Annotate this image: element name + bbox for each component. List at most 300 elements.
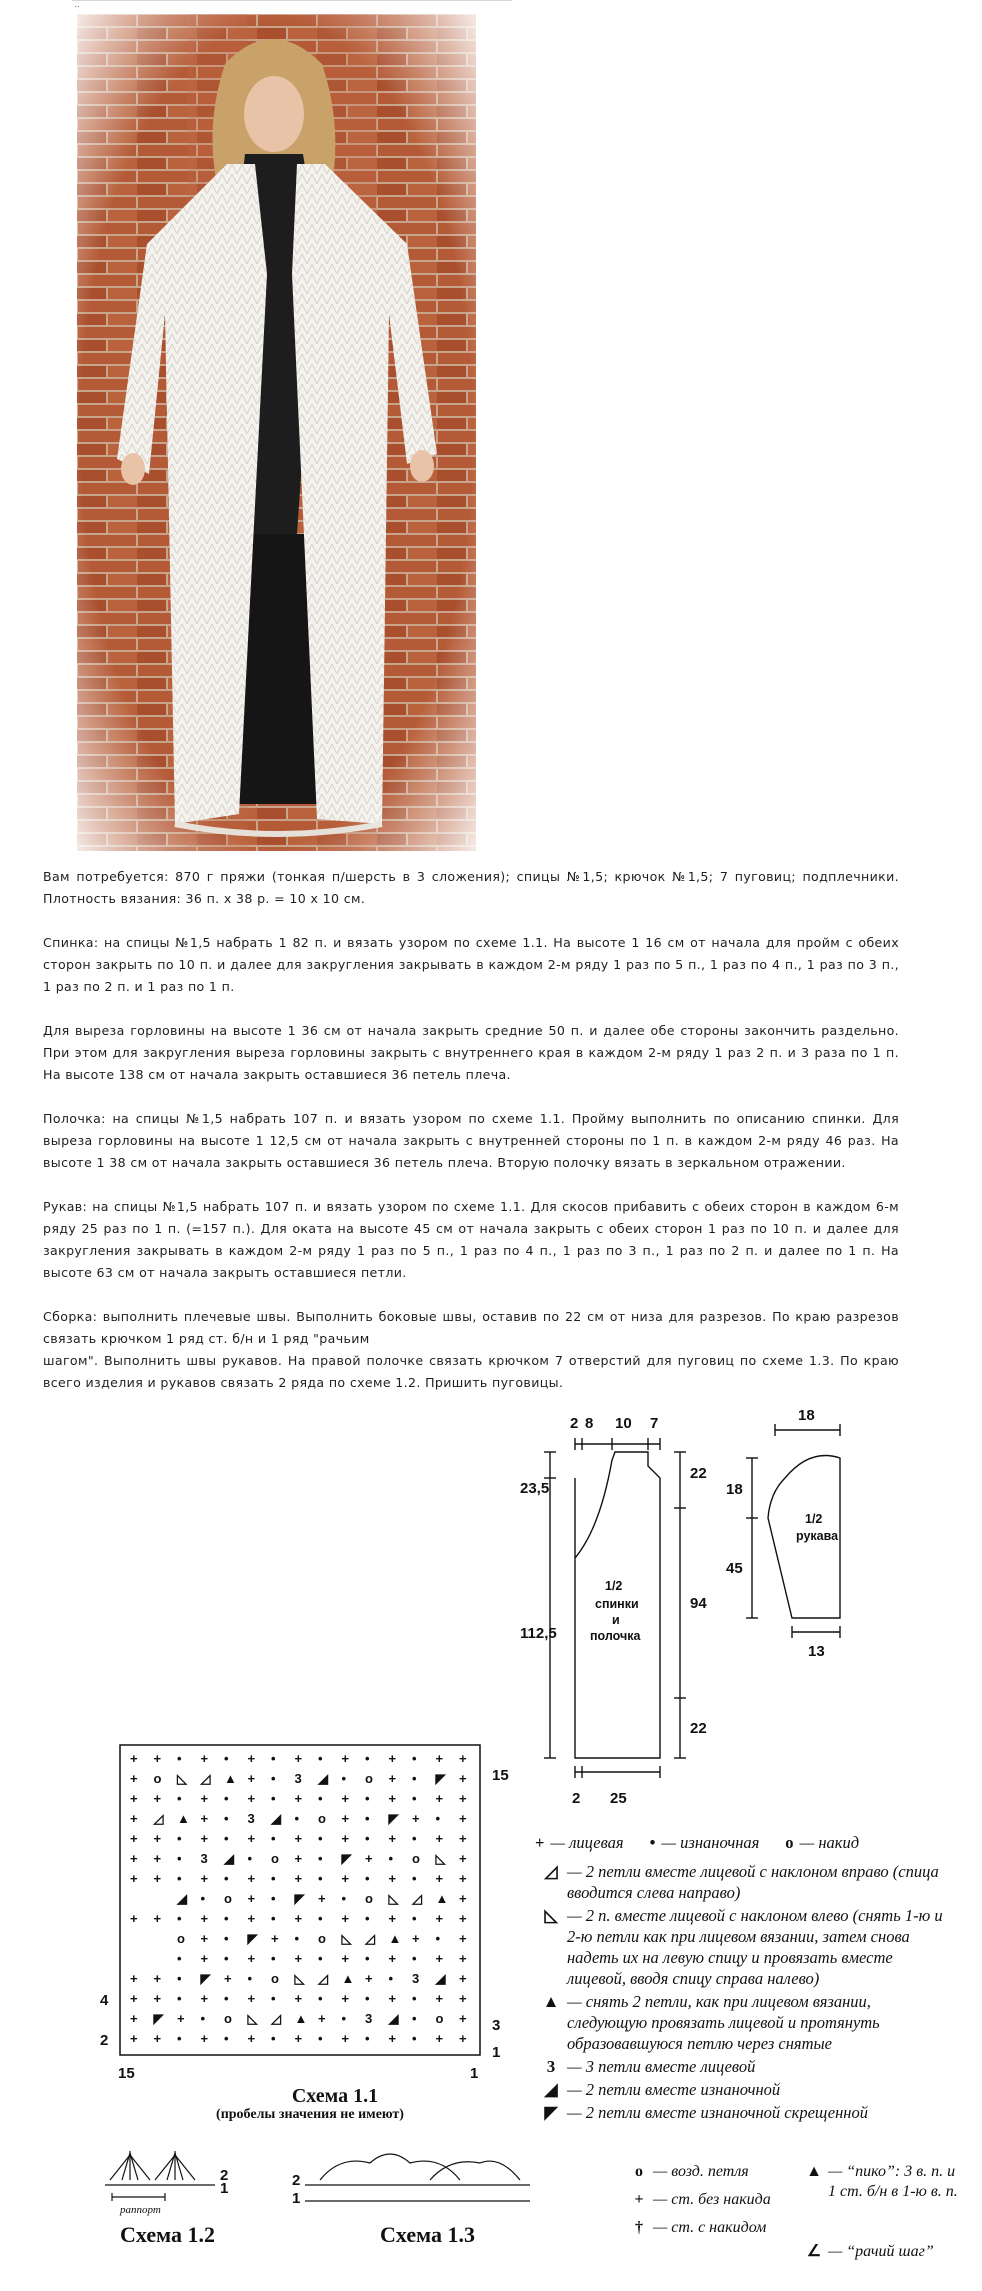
body-label-1: 1/2: [605, 1579, 623, 1593]
chart-stitch-symbol: ◤: [435, 1771, 446, 1786]
chart-stitch-symbol: o: [412, 1851, 420, 1866]
chart-stitch-symbol: •: [388, 1971, 394, 1986]
sleeve-label-2: рукава: [796, 1529, 839, 1543]
chart-stitch-symbol: +: [130, 1971, 138, 1986]
top-divider: [72, 0, 512, 4]
sk2po-icon: ▲: [542, 1992, 560, 2011]
chart-stitch-symbol: •: [412, 1771, 417, 1786]
yo-symbol: o: [785, 1833, 794, 1852]
crochet-schemes: [100, 2135, 620, 2230]
chart-stitch-symbol: •: [224, 1871, 229, 1886]
rapport-label: раппорт: [120, 2204, 161, 2216]
chart-stitch-symbol: 3: [247, 1811, 255, 1826]
p2tog-tbl-icon: ◤: [544, 2103, 558, 2122]
chart-stitch-symbol: +: [341, 1951, 350, 1966]
chart-stitch-symbol: +: [459, 1891, 467, 1906]
chart-stitch-symbol: ▲: [435, 1891, 449, 1906]
legend-knit: — лицевая: [550, 1833, 624, 1852]
chart-subtitle: (пробелы значения не имеют): [216, 2107, 404, 2122]
chart-stitch-symbol: •: [435, 1811, 441, 1826]
chart-stitch-symbol: •: [341, 1771, 347, 1786]
legend-row-p2tog: [535, 2079, 955, 2100]
col-label-1: 1: [470, 2065, 479, 2082]
chart-stitch-symbol: +: [130, 1911, 138, 1926]
chart-stitch-symbol: •: [271, 1911, 276, 1926]
chart-stitch-symbol: •: [318, 1911, 323, 1926]
chart-stitch-symbol: o: [318, 1811, 326, 1826]
legend-k2tog-text: — 2 петли вместе лицевой с наклоном вправо (спица вводится слева направо): [567, 1862, 939, 1902]
chart-stitch-symbol: +: [130, 1791, 138, 1806]
chart-stitch-symbol: +: [294, 1911, 303, 1926]
chart-stitch-symbol: •: [388, 1851, 394, 1866]
chart-stitch-symbol: +: [200, 2031, 209, 2046]
chart-stitch-symbol: +: [130, 1851, 138, 1866]
legend2-dc-text: — ст. с накидом: [653, 2219, 767, 2236]
chart-stitch-symbol: +: [459, 1791, 467, 1806]
chart-stitch-symbol: ◿: [153, 1811, 164, 1826]
dc-icon: †: [635, 2219, 643, 2236]
chart-stitch-symbol: +: [459, 1751, 467, 1766]
chart-stitch-symbol: ◢: [271, 1811, 281, 1826]
body-label-2: спинки: [595, 1597, 639, 1611]
chart-stitch-symbol: •: [271, 1871, 276, 1886]
chart-stitch-symbol: •: [294, 1931, 300, 1946]
chart-stitch-symbol: +: [200, 1931, 209, 1946]
chart-stitch-symbol: +: [247, 1771, 256, 1786]
chart-stitch-symbol: •: [177, 1971, 182, 1986]
chart-stitch-symbol: ▲: [177, 1811, 190, 1826]
dim-left-112-5: 112,5: [520, 1625, 557, 1642]
chart-stitch-symbol: •: [224, 1991, 229, 2006]
chart-stitch-symbol: +: [247, 1831, 256, 1846]
chart-stitch-symbol: •: [365, 1811, 370, 1826]
chart-stitch-symbol: o: [435, 2011, 444, 2026]
chart-stitch-symbol: +: [341, 1871, 350, 1886]
chart-stitch-symbol: +: [153, 2031, 162, 2046]
assembly-paragraph: [43, 1306, 899, 1394]
chart-stitch-symbol: +: [459, 1811, 467, 1826]
chart-stitch-symbol: •: [412, 1831, 417, 1846]
chart-stitch-symbol: •: [412, 1991, 417, 2006]
chart-stitch-symbol: +: [153, 1911, 162, 1926]
dim-top-7: 7: [650, 1415, 659, 1432]
chart-stitch-symbol: +: [435, 1791, 444, 1806]
chart-stitch-symbol: •: [224, 1931, 229, 1946]
sleeve-label-1: 1/2: [805, 1512, 823, 1526]
chart-stitch-symbol: •: [412, 1951, 417, 1966]
chart-stitch-symbol: +: [130, 1831, 138, 1846]
chart-stitch-symbol: •: [271, 1751, 276, 1766]
chart-stitch-symbol: •: [177, 1791, 182, 1806]
chart-stitch-symbol: o: [224, 2011, 232, 2026]
chart-stitch-symbol: •: [365, 1911, 370, 1926]
chart-stitch-symbol: •: [177, 1871, 182, 1886]
dim-bottom-25: 25: [610, 1790, 627, 1807]
chart-stitch-symbol: •: [224, 2031, 229, 2046]
chart-stitch-symbol: +: [177, 2011, 185, 2026]
chart-stitch-symbol: ◺: [247, 2011, 258, 2026]
chart-stitch-symbol: ◢: [435, 1971, 446, 1986]
pattern-schematic: [520, 1408, 980, 1818]
chart-stitch-symbol: +: [318, 2011, 326, 2026]
k3tog-icon: 3: [546, 2057, 556, 2076]
chart-stitch-symbol: ◤: [341, 1851, 352, 1866]
chart-stitch-symbol: +: [130, 1751, 138, 1766]
chart-stitch-symbol: •: [318, 1851, 323, 1866]
chart-stitch-symbol: +: [130, 2011, 138, 2026]
chart-stitch-symbol: +: [247, 1871, 256, 1886]
row-label-3: 3: [492, 2017, 501, 2034]
chart-stitch-symbol: o: [271, 1851, 279, 1866]
chart-stitch-symbol: +: [341, 1831, 350, 1846]
chart-stitch-symbol: •: [177, 1951, 182, 1966]
chart-stitch-symbol: +: [271, 1931, 279, 1946]
coat-photo: [77, 14, 476, 851]
chart-stitch-symbol: •: [247, 1851, 253, 1866]
s13-row-2: 2: [292, 2172, 301, 2189]
chart-stitch-symbol: +: [459, 1931, 467, 1946]
chart-stitch-symbol: •: [365, 1991, 370, 2006]
chart-title: Схема 1.1: [291, 2085, 379, 2107]
body-label-3: и: [612, 1613, 620, 1627]
chart-stitch-symbol: o: [271, 1971, 279, 1986]
s13-row-1: 1: [292, 2190, 301, 2207]
chart-stitch-symbol: +: [388, 1911, 397, 1926]
row-label-2: 2: [100, 2032, 109, 2049]
chart-stitch-symbol: +: [435, 2031, 444, 2046]
chart-stitch-symbol: +: [200, 1751, 209, 1766]
chart-stitch-symbol: +: [153, 1991, 162, 2006]
chart-stitch-symbol: +: [247, 1751, 256, 1766]
chart-stitch-symbol: •: [318, 1751, 323, 1766]
chart-stitch-symbol: +: [341, 1751, 350, 1766]
chart-stitch-symbol: +: [388, 1951, 397, 1966]
sleeve-paragraph: Рукав: на спицы №1,5 набрать 107 п. и вязать узором по схеме 1.1. Для скосов прибавить с обеих сторон в каждом 6-м ряду 25 раз по 1 п. (=157 п.). Для оката на высоте 45 см от начала закрыть с обеих сторон 1 раз по 10 п. и далее для закругления закрывать в каждом 2-м ряду 1 раз по 5 п., 1 раз по 4 п., 1 раз по 3 п., 1 раз по 2 п. и далее по 1 п. На высоте 63 см от начала закрыть оставшиеся петли.: [43, 1199, 899, 1280]
chart-stitch-symbol: ◢: [224, 1851, 234, 1866]
chart-stitch-symbol: •: [271, 1771, 276, 1786]
chart-stitch-symbol: •: [224, 1831, 229, 1846]
chart-stitch-symbol: •: [177, 1991, 182, 2006]
chart-stitch-symbol: •: [224, 1751, 229, 1766]
legend2-crab: [800, 2242, 934, 2262]
chart-stitch-symbol: +: [294, 1991, 303, 2006]
chart-stitch-symbol: •: [271, 2031, 276, 2046]
chart-stitch-symbol: +: [435, 1951, 444, 1966]
neckline-paragraph: Для выреза горловины на высоте 1 36 см от начала закрыть средние 50 п. и далее обе стороны закончить раздельно. При этом для закругления выреза горловины закрыть с внутреннего края в каждом 2-м ряду 1 раз 2 п. и 3 раза по 1 п. На высоте 138 см от начала закрыть оставшиеся 36 петель плеча.: [43, 1023, 899, 1082]
chart-stitch-symbol: +: [200, 1831, 209, 1846]
chart-stitch-symbol: 3: [365, 2011, 373, 2026]
chart-stitch-symbol: •: [271, 1791, 276, 1806]
chart-stitch-symbol: +: [294, 1831, 303, 1846]
chart-stitch-symbol: •: [224, 1811, 229, 1826]
chart-stitch-symbol: +: [412, 1931, 420, 1946]
chart-stitch-symbol: ◢: [177, 1891, 187, 1906]
chart-stitch-symbol: 3: [294, 1771, 302, 1786]
chart-stitch-symbol: ◺: [341, 1931, 352, 1946]
chart-stitch-symbol: +: [247, 1951, 256, 1966]
chart-stitch-symbol: +: [130, 1771, 138, 1786]
chart-stitch-symbol: +: [130, 2031, 138, 2046]
chart-stitch-symbol: •: [412, 1871, 417, 1886]
sleeve-dim-left-2: 45: [726, 1560, 743, 1577]
chart-stitch-symbol: ◿: [318, 1971, 328, 1986]
row-label-4: 4: [100, 1992, 109, 2009]
dim-left-23-5: 23,5: [520, 1480, 550, 1497]
chart-stitch-symbol: •: [177, 2031, 182, 2046]
chart-stitch-symbol: +: [435, 1831, 444, 1846]
chart-stitch-symbol: +: [200, 1991, 209, 2006]
legend-purl: — изнаночная: [661, 1833, 760, 1852]
chart-stitch-symbol: +: [341, 1911, 350, 1926]
chart-stitch-symbol: +: [341, 2031, 350, 2046]
chart-stitch-symbol: +: [459, 1851, 467, 1866]
chart-stitch-symbol: +: [459, 1911, 467, 1926]
chart-stitch-symbol: •: [412, 2011, 417, 2026]
chart-stitch-symbol: ◺: [294, 1971, 305, 1986]
chart-stitch-symbol: ◤: [200, 1971, 211, 1986]
chart-stitch-symbol: •: [341, 2011, 347, 2026]
chart-stitch-symbol: 3: [412, 1971, 420, 1986]
chart-stitch-symbol: +: [200, 1811, 209, 1826]
dim-top-8: 8: [585, 1415, 594, 1432]
chart-stitch-symbol: +: [388, 1771, 397, 1786]
chart-stitch-symbol: •: [412, 1751, 417, 1766]
dim-top-2: 2: [570, 1415, 579, 1432]
chart-stitch-symbol: +: [459, 1771, 467, 1786]
chart-stitch-symbol: +: [153, 1851, 162, 1866]
legend2-crab-text: — “рачий шаг”: [828, 2243, 934, 2260]
chart-stitch-symbol: ◿: [412, 1891, 422, 1906]
chain-icon: o: [635, 2163, 643, 2180]
chart-stitch-symbol: •: [435, 1931, 441, 1946]
p2tog-icon: ◢: [544, 2080, 558, 2099]
chart-stitch-symbol: •: [318, 1831, 323, 1846]
legend-basic-row: [535, 1832, 955, 1853]
chart-stitch-symbol: +: [294, 1751, 303, 1766]
assembly-text-a: Сборка: выполнить плечевые швы. Выполнить боковые швы, оставив по 22 см от низа для разрезов. По краю разрезов связать крючком 1 ряд ст. б/н и 1 ряд "рачьим: [43, 1309, 899, 1346]
materials-paragraph: Вам потребуется: 870 г пряжи (тонкая п/шерсть в 3 сложения); спицы №1,5; крючок №1,5; 7 пуговиц; подплечники. Плотность вязания: 36 п. х 38 р. = 10 х 10 см.: [43, 869, 899, 906]
chart-stitch-symbol: +: [200, 1791, 209, 1806]
chart-stitch-symbol: ◿: [200, 1771, 211, 1786]
legend-row-ssk: [535, 1905, 955, 1989]
chart-stitch-symbol: ▲: [294, 2011, 308, 2026]
chart-stitch-symbol: ▲: [388, 1931, 402, 1946]
chart-stitch-symbol: +: [153, 1751, 162, 1766]
chart-stitch-symbol: ▲: [224, 1771, 237, 1786]
chart-stitch-symbol: •: [224, 1911, 229, 1926]
chart-stitch-symbol: +: [388, 2031, 397, 2046]
legend-k3tog-text: — 3 петли вместе лицевой: [567, 2057, 756, 2076]
stitch-legend: [535, 1832, 955, 2125]
chart-stitch-symbol: +: [200, 1911, 209, 1926]
sleeve-dim-top: 18: [798, 1408, 815, 1424]
chart-stitch-symbol: +: [435, 1751, 444, 1766]
chart-stitch-symbol: +: [435, 1991, 444, 2006]
chart-stitch-symbol: •: [294, 1811, 300, 1826]
chart-stitch-symbol: •: [247, 1971, 253, 1986]
legend-p2tog-tbl-text: — 2 петли вместе изнаночной скрещенной: [567, 2103, 868, 2122]
chart-stitch-symbol: +: [341, 1811, 350, 1826]
chart-stitch-symbol: •: [271, 1951, 276, 1966]
legend2-picot: [800, 2162, 960, 2202]
chart-stitch-symbol: •: [177, 1751, 182, 1766]
chart-stitch-symbol: •: [318, 1991, 323, 2006]
legend2-picot-text: — “пико”: 3 в. п. и 1 ст. б/н в 1-ю в. п.: [828, 2163, 958, 2200]
chart-stitch-symbol: +: [435, 1871, 444, 1886]
chart-stitch-symbol: +: [459, 1951, 467, 1966]
chart-stitch-symbol: +: [153, 1971, 162, 1986]
chart-stitch-symbol: +: [412, 1811, 420, 1826]
chart-stitch-symbol: +: [247, 1911, 256, 1926]
scheme-13-label: Схема 1.3: [380, 2222, 475, 2247]
chart-stitch-symbol: •: [318, 1951, 323, 1966]
dim-right-22b: 22: [690, 1720, 707, 1737]
chart-stitch-symbol: +: [388, 1831, 397, 1846]
chart-stitch-symbol: +: [294, 1791, 303, 1806]
chart-stitch-symbol: ◺: [388, 1891, 399, 1906]
scheme-12-label: Схема 1.2: [120, 2222, 215, 2247]
legend-row-k3tog: [535, 2056, 955, 2077]
ssk-left-icon: ◺: [544, 1906, 558, 1925]
chart-stitch-symbol: +: [459, 1991, 467, 2006]
assembly-text-b: шагом". Выполнить швы рукавов. На правой полочке связать крючком 7 отверстий для пуговиц по схеме 1.3. По краю всего изделия и рукавов связать 2 ряда по схеме 1.2. Пришить пуговицы.: [43, 1353, 899, 1390]
chart-stitch-symbol: ◺: [177, 1771, 187, 1786]
chart-stitch-symbol: •: [365, 1871, 370, 1886]
purl-symbol: •: [649, 1833, 656, 1852]
legend2-sc: [625, 2190, 771, 2210]
chart-stitch-symbol: •: [271, 1991, 276, 2006]
chart-stitch-symbol: +: [459, 2031, 467, 2046]
chart-stitch-symbol: •: [271, 1831, 276, 1846]
legend2-ch-text: — возд. петля: [653, 2163, 749, 2180]
legend-row-k2tog: [535, 1861, 955, 1903]
chart-stitch-symbol: +: [153, 1871, 162, 1886]
dim-right-22a: 22: [690, 1465, 707, 1482]
chart-stitch-symbol: •: [177, 1831, 182, 1846]
sleeve-dim-bottom: 13: [808, 1643, 825, 1660]
chart-stitch-symbol: ◢: [318, 1771, 328, 1786]
body-label-4: полочка: [590, 1629, 641, 1643]
chart-stitch-symbol: •: [271, 1891, 276, 1906]
chart-stitch-symbol: o: [365, 1891, 373, 1906]
crab-step-icon: ∠: [806, 2243, 822, 2260]
col-label-15: 15: [118, 2065, 135, 2082]
chart-stitch-symbol: +: [435, 1911, 444, 1926]
chart-stitch-symbol: +: [294, 2031, 303, 2046]
chart-stitch-symbol: •: [200, 1891, 206, 1906]
chart-stitch-symbol: •: [318, 1791, 323, 1806]
legend2-dc: [625, 2218, 766, 2238]
chart-stitch-symbol: •: [365, 1751, 370, 1766]
top-mark: ..: [74, 0, 80, 10]
chart-stitch-symbol: +: [365, 1971, 373, 1986]
chart-stitch-symbol: +: [247, 2031, 256, 2046]
chart-stitch-symbol: +: [153, 1791, 162, 1806]
chart-stitch-symbol: ◤: [388, 1811, 399, 1826]
legend-row-sk2po: [535, 1991, 955, 2054]
chart-stitch-symbol: 3: [200, 1851, 208, 1866]
legend-p2tog-text: — 2 петли вместе изнаночной: [567, 2080, 781, 2099]
chart-stitch-symbol: ◤: [294, 1891, 305, 1906]
chart-stitch-symbol: +: [294, 1871, 303, 1886]
s12-row-2: 2: [220, 2167, 229, 2184]
chart-stitch-symbol: •: [177, 1911, 182, 1926]
chart-stitch-symbol: ◤: [247, 1931, 258, 1946]
chart-stitch-symbol: +: [200, 1951, 209, 1966]
row-label-1: 1: [492, 2044, 501, 2061]
chart-stitch-symbol: +: [153, 1831, 162, 1846]
chart-stitch-symbol: +: [388, 1751, 397, 1766]
s12-row-1: 1: [220, 2180, 229, 2197]
back-paragraph: Спинка: на спицы №1,5 набрать 1 82 п. и вязать узором по схеме 1.1. На высоте 1 16 см от начала для пройм с обеих сторон закрыть по 10 п. и далее для закругления закрывать в каждом 2-м ряду 1 раз по 5 п., 1 раз по 4 п., 1 раз по 3 п., 1 раз по 2 п. и 1 раз по 1 п.: [43, 935, 899, 994]
chart-stitch-symbol: •: [365, 1791, 370, 1806]
chart-stitch-symbol: +: [247, 1791, 256, 1806]
picot-icon: ▲: [806, 2163, 822, 2180]
row-label-15: 15: [492, 1767, 509, 1784]
chart-stitch-symbol: +: [130, 1811, 138, 1826]
chart-stitch-symbol: •: [177, 1851, 182, 1866]
chart-stitch-symbol: +: [459, 1971, 467, 1986]
chart-stitch-symbol: ◢: [388, 2011, 399, 2026]
legend-yo: — накид: [799, 1833, 860, 1852]
legend2-ch: [625, 2162, 749, 2182]
chart-stitch-symbol: •: [412, 1911, 417, 1926]
chart-stitch-symbol: +: [130, 1991, 138, 2006]
dim-right-94: 94: [690, 1595, 707, 1612]
chart-stitch-symbol: +: [388, 1791, 397, 1806]
sc-icon: +: [634, 2191, 644, 2208]
chart-stitch-symbol: +: [247, 1991, 256, 2006]
chart-stitch-symbol: +: [459, 2011, 467, 2026]
chart-stitch-symbol: •: [365, 1951, 370, 1966]
chart-stitch-symbol: +: [388, 1871, 397, 1886]
chart-stitch-symbol: •: [224, 1791, 229, 1806]
knit-symbol: +: [535, 1833, 545, 1852]
chart-stitch-symbol: +: [200, 1871, 209, 1886]
chart-stitch-symbol: •: [318, 1871, 323, 1886]
chart-stitch-symbol: o: [177, 1931, 185, 1946]
stitch-chart: [100, 1735, 520, 2085]
chart-stitch-symbol: •: [224, 1951, 229, 1966]
sleeve-dim-left-1: 18: [726, 1481, 743, 1498]
chart-stitch-symbol: o: [365, 1771, 373, 1786]
chart-stitch-symbol: +: [224, 1971, 232, 1986]
chart-stitch-symbol: o: [318, 1931, 326, 1946]
dim-bottom-2: 2: [572, 1790, 581, 1807]
chart-stitch-symbol: •: [318, 2031, 323, 2046]
legend2-sc-text: — ст. без накида: [653, 2191, 771, 2208]
chart-stitch-symbol: •: [412, 1791, 417, 1806]
chart-stitch-symbol: ▲: [341, 1971, 355, 1986]
chart-stitch-symbol: +: [365, 1851, 373, 1866]
chart-stitch-symbol: •: [412, 2031, 417, 2046]
legend-row-p2tog-tbl: [535, 2102, 955, 2123]
instructions-article: [43, 866, 899, 1416]
chart-stitch-symbol: +: [459, 1871, 467, 1886]
chart-stitch-symbol: ◿: [271, 2011, 281, 2026]
dim-top-10: 10: [615, 1415, 632, 1432]
front-paragraph: Полочка: на спицы №1,5 набрать 107 п. и вязать узором по схеме 1.1. Пройму выполнить по описанию спинки. Для выреза горловины на высоте 1 12,5 см от начала закрыть с внутренней стороны по 1 п. в каждом 2-м ряду 46 раз. На высоте 1 38 см от начала закрыть оставшиеся 36 петель плеча. Вторую полочку вязать в зеркальном отражении.: [43, 1111, 899, 1170]
chart-stitch-symbol: •: [365, 2031, 370, 2046]
chart-stitch-symbol: •: [341, 1891, 347, 1906]
chart-stitch-symbol: +: [294, 1851, 303, 1866]
chart-stitch-symbol: +: [294, 1951, 303, 1966]
legend-sk2po-text: — снять 2 петли, как при лицевом вязании, следующую провязать лицевой и протянуть образовавшуюся петлю через снятые: [567, 1992, 880, 2053]
chart-stitch-symbol: o: [224, 1891, 232, 1906]
chart-stitch-symbol: +: [341, 1791, 350, 1806]
chart-stitch-symbol: ◺: [435, 1851, 446, 1866]
chart-stitch-symbol: +: [130, 1871, 138, 1886]
